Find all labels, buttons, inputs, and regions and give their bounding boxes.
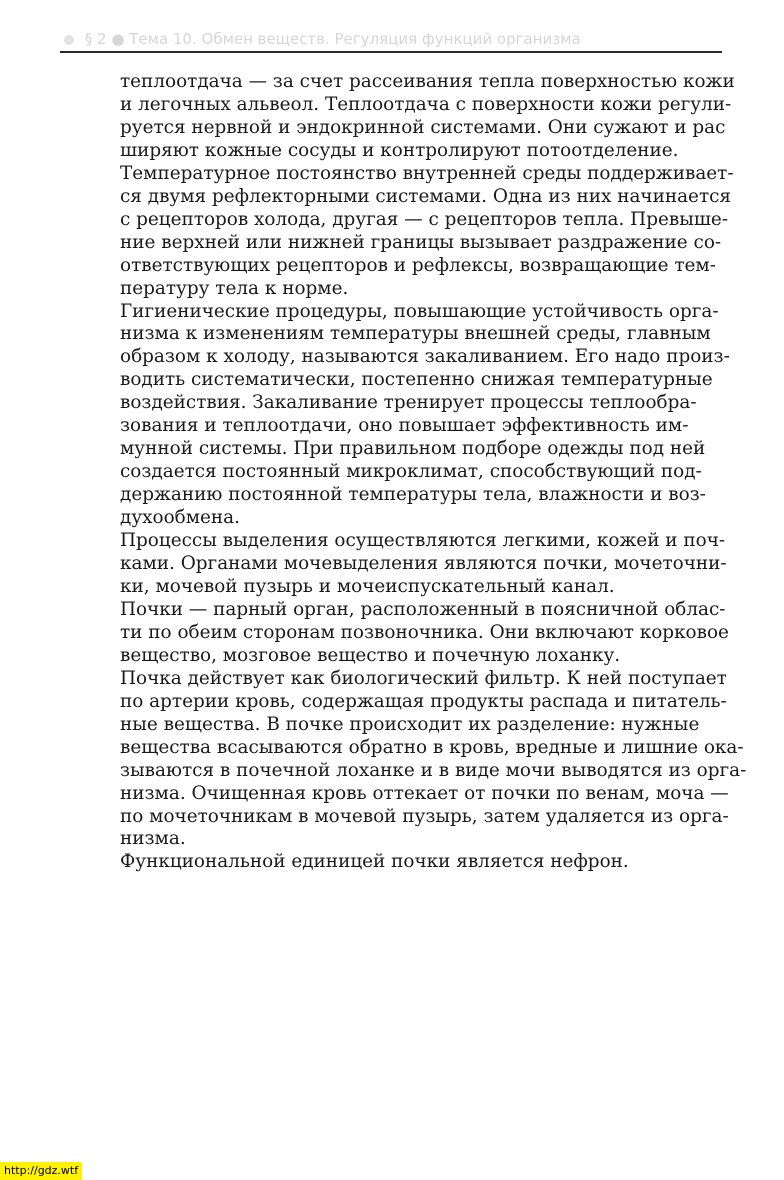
text-line: руется нервной и эндокринной системами. Они сужают и рас: [120, 116, 726, 138]
text-line: низма. Очищенная кровь оттекает от почки по венам, моча —: [120, 782, 729, 804]
header-rule: [60, 51, 722, 53]
text-line: ширяют кожные сосуды и контролируют потоотделение.: [120, 139, 679, 161]
text-line: мунной системы. При правильном подборе одежды под ней: [120, 438, 706, 460]
text-line: держанию постоянной температуры тела, влажности и воз-: [120, 484, 706, 506]
text-line: с рецепторов холода, другая — с рецепторов тепла. Превыше-: [120, 208, 729, 230]
text-line: теплоотдача — за счет рассеивания тепла поверхностью кожи: [120, 71, 735, 92]
running-head-text: § 2 ● Тема 10. Обмен веществ. Регуляция функций организма: [84, 30, 581, 48]
text-line: ся двумя рефлекторными системами. Одна из них начинается: [120, 185, 732, 207]
text-line: низма к изменениям температуры внешней среды, главным: [120, 323, 711, 345]
body-text: [120, 71, 756, 874]
bullet-icon: [64, 35, 74, 45]
text-line: воздействия. Закаливание тренирует процессы теплообра-: [120, 392, 697, 414]
text-line: и легочных альвеол. Теплоотдача с поверхности кожи регули-: [120, 93, 732, 115]
watermark-link[interactable]: http://gdz.wtf: [0, 1162, 82, 1180]
text-line: духообмена.: [120, 507, 240, 529]
text-line: ответствующих рецепторов и рефлексы, возвращающие тем-: [120, 254, 716, 276]
text-line: Температурное постоянство внутренней среды поддерживает-: [120, 162, 734, 184]
text-line: Функциональной единицей почки является нефрон.: [120, 851, 629, 873]
text-line: Почки — парный орган, расположенный в поясничной облас-: [120, 598, 726, 620]
text-line: вещества всасываются обратно в кровь, вредные и лишние ока-: [120, 736, 744, 758]
text-line: образом к холоду, называются закаливанием. Его надо произ-: [120, 346, 730, 368]
text-line: Почка действует как биологический фильтр. К ней поступает: [120, 667, 727, 689]
running-head: [60, 26, 722, 52]
text-line: по артерии кровь, содержащая продукты распада и питатель-: [120, 690, 727, 712]
text-line: вещество, мозговое вещество и почечную лоханку.: [120, 644, 621, 666]
text-line: ками. Органами мочевыделения являются почки, мочеточни-: [120, 553, 727, 575]
text-line: ние верхней или нижней границы вызывает раздражение со-: [120, 231, 722, 253]
text-line: зываются в почечной лоханке и в виде мочи выводятся из орга-: [120, 759, 747, 781]
text-line: ки, мочевой пузырь и мочеиспускательный канал.: [120, 575, 615, 597]
text-line: по мочеточникам в мочевой пузырь, затем удаляется из орга-: [120, 805, 729, 827]
text-line: Процессы выделения осуществляются легкими, кожей и поч-: [120, 530, 726, 552]
text-line: ные вещества. В почке происходит их разделение: нужные: [120, 713, 700, 735]
text-line: водить систематически, постепенно снижая температурные: [120, 369, 713, 391]
text-line: создается постоянный микроклимат, способствующий под-: [120, 461, 702, 483]
text-line: зования и теплоотдачи, оно повышает эффективность им-: [120, 415, 689, 437]
text-line: Гигиенические процедуры, повышающие устойчивость орга-: [120, 300, 719, 322]
text-line: ти по обеим сторонам позвоночника. Они включают корковое: [120, 621, 729, 643]
text-line: пературу тела к норме.: [120, 277, 349, 299]
text-line: низма.: [120, 828, 186, 850]
